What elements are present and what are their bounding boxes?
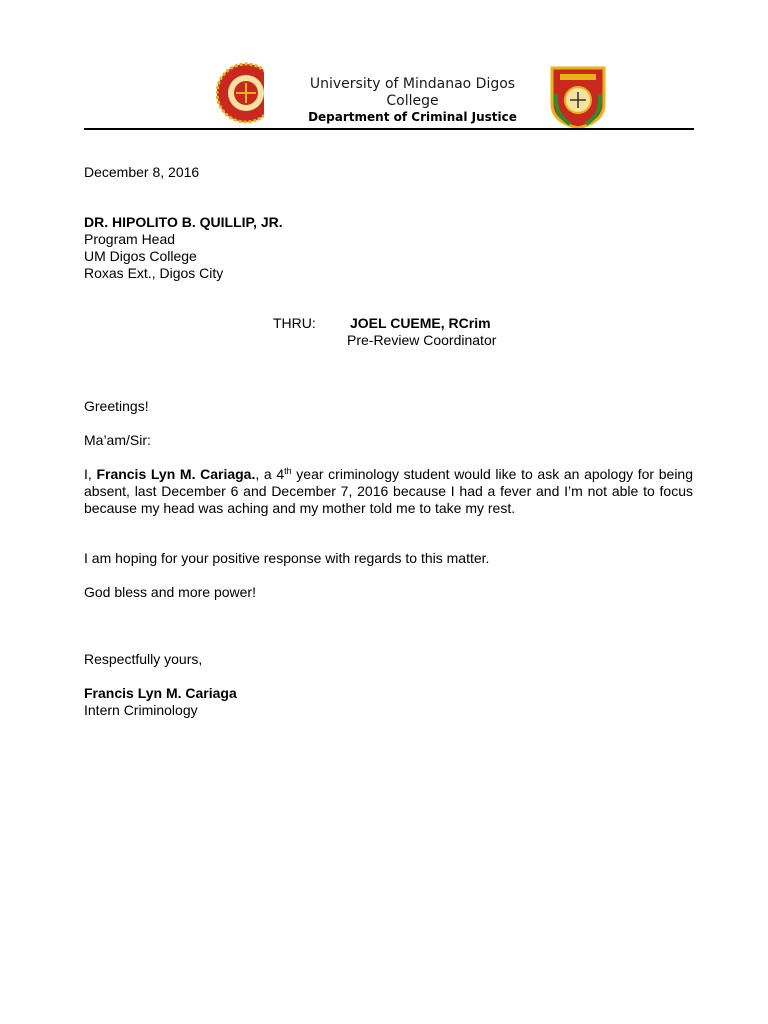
salutation: Ma’am/Sir: xyxy=(84,432,151,448)
college-line: College xyxy=(386,93,439,109)
recipient-institution: UM Digos College xyxy=(84,248,197,264)
recipient-title: Program Head xyxy=(84,231,176,247)
body-paragraph-1 xyxy=(84,466,693,517)
header-rule xyxy=(84,128,694,130)
criminal-justice-shield-logo xyxy=(550,64,606,130)
ordinal-suffix: th xyxy=(284,466,292,476)
body-paragraph-3: God bless and more power! xyxy=(84,584,256,600)
body-rest: year criminology student would like to ask an apology for being absent, last December 6 and December 7, 2016 because I had a fever and I’m not able to focus because my head was aching and my mother told me to take my rest. xyxy=(84,466,693,516)
signature-name: Francis Lyn M. Cariaga xyxy=(84,685,237,701)
student-name-inline: Francis Lyn M. Cariaga. xyxy=(96,466,256,482)
closing: Respectfully yours, xyxy=(84,651,203,667)
university-line: University of Mindanao Digos xyxy=(309,76,516,92)
body-prefix: I, xyxy=(84,466,97,482)
thru-label: THRU: xyxy=(273,315,316,331)
recipient-name: DR. HIPOLITO B. QUILLIP, JR. xyxy=(84,214,283,230)
body-paragraph-2: I am hoping for your positive response with regards to this matter. xyxy=(84,550,490,566)
letter-date: December 8, 2016 xyxy=(84,164,200,180)
thru-title: Pre-Review Coordinator xyxy=(347,332,497,348)
greeting: Greetings! xyxy=(84,398,149,414)
thru-name: JOEL CUEME, RCrim xyxy=(350,315,491,331)
recipient-address: Roxas Ext., Digos City xyxy=(84,265,224,281)
department-name: Department of Criminal Justice xyxy=(308,110,517,124)
um-digos-seal-logo xyxy=(216,60,278,126)
university-name xyxy=(285,76,540,110)
body-mid: , a 4 xyxy=(255,466,285,482)
signature-title: Intern Criminology xyxy=(84,702,198,718)
